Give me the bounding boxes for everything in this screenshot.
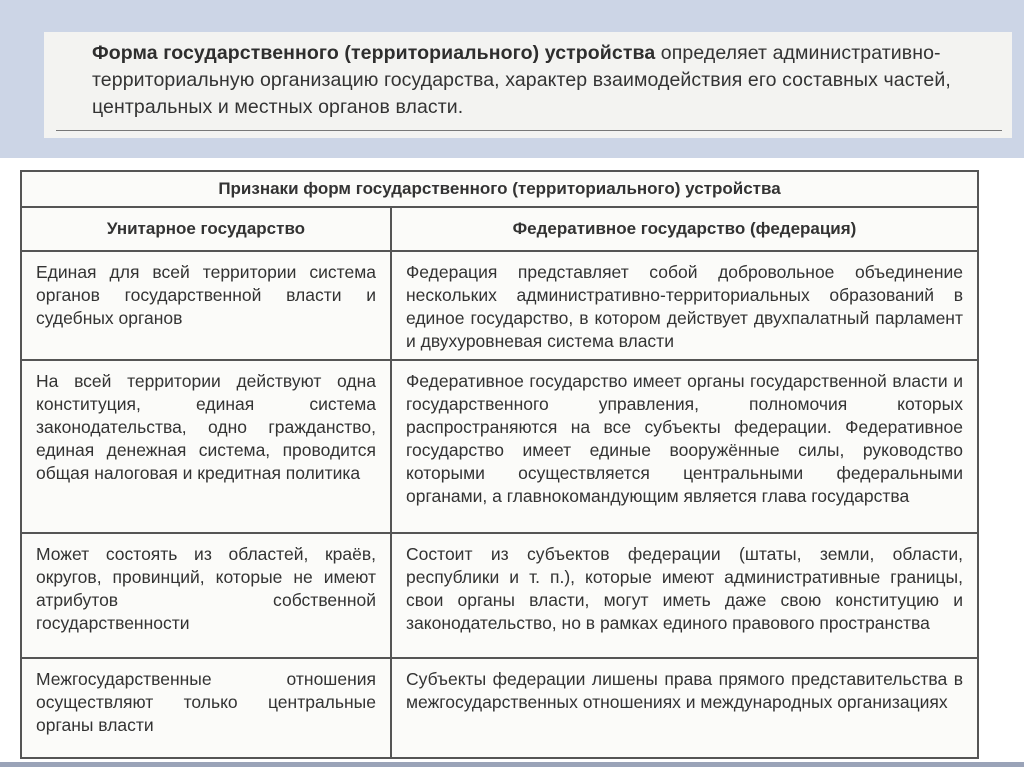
header-federal: Федеративное государство (федерация) — [391, 207, 978, 251]
bottom-edge-strip — [0, 762, 1024, 767]
cell-federal: Федерация представляет собой добровольное объединение нескольких административно-территориальных образований в единое государство, в котором действует двухпалатный парламент и двухуровневая система власти — [391, 251, 978, 360]
cell-unitary: Единая для всей территории система органов государственной власти и судебных органов — [21, 251, 391, 360]
cell-federal: Федеративное государство имеет органы государственной власти и государственного управления, полномочия которых распространяются на все субъекты федерации. Федеративное государство имеет единые вооружённые силы, руководство которыми осуществляется центральными федеральными органами, а главнокомандующим является глава государства — [391, 360, 978, 533]
definition-text: определяет административно-территориальную организацию государства, характер взаимодействия его составных частей, центральных и местных органов власти. — [92, 42, 951, 118]
definition-paragraph — [44, 32, 1012, 138]
cell-federal: Субъекты федерации лишены права прямого представительства в межгосударственных отношениях и международных организациях — [391, 658, 978, 758]
table-header-row — [21, 207, 978, 251]
cell-unitary: Может состоять из областей, краёв, округов, провинций, которые не имеют атрибутов собственной государственности — [21, 533, 391, 658]
cell-unitary: На всей территории действуют одна конституция, единая система законодательства, одно гражданство, единая денежная система, проводится общая налоговая и кредитная политика — [21, 360, 391, 533]
table-row — [21, 533, 978, 658]
features-table-container — [20, 170, 977, 759]
cell-unitary: Межгосударственные отношения осуществляют только центральные органы власти — [21, 658, 391, 758]
table-row — [21, 360, 978, 533]
definition-divider — [56, 130, 1002, 131]
cell-federal: Состоит из субъектов федерации (штаты, земли, области, республики и т. п.), которые имеют административные границы, свои органы власти, могут иметь даже свою конституцию и законодательство, но в рамках единого правового пространства — [391, 533, 978, 658]
definition-term: Форма государственного (территориального) устройства — [92, 42, 656, 64]
table-row — [21, 658, 978, 758]
features-table — [20, 170, 979, 759]
header-unitary: Унитарное государство — [21, 207, 391, 251]
table-caption: Признаки форм государственного (территориального) устройства — [21, 171, 978, 207]
table-row — [21, 251, 978, 360]
table-caption-row — [21, 171, 978, 207]
